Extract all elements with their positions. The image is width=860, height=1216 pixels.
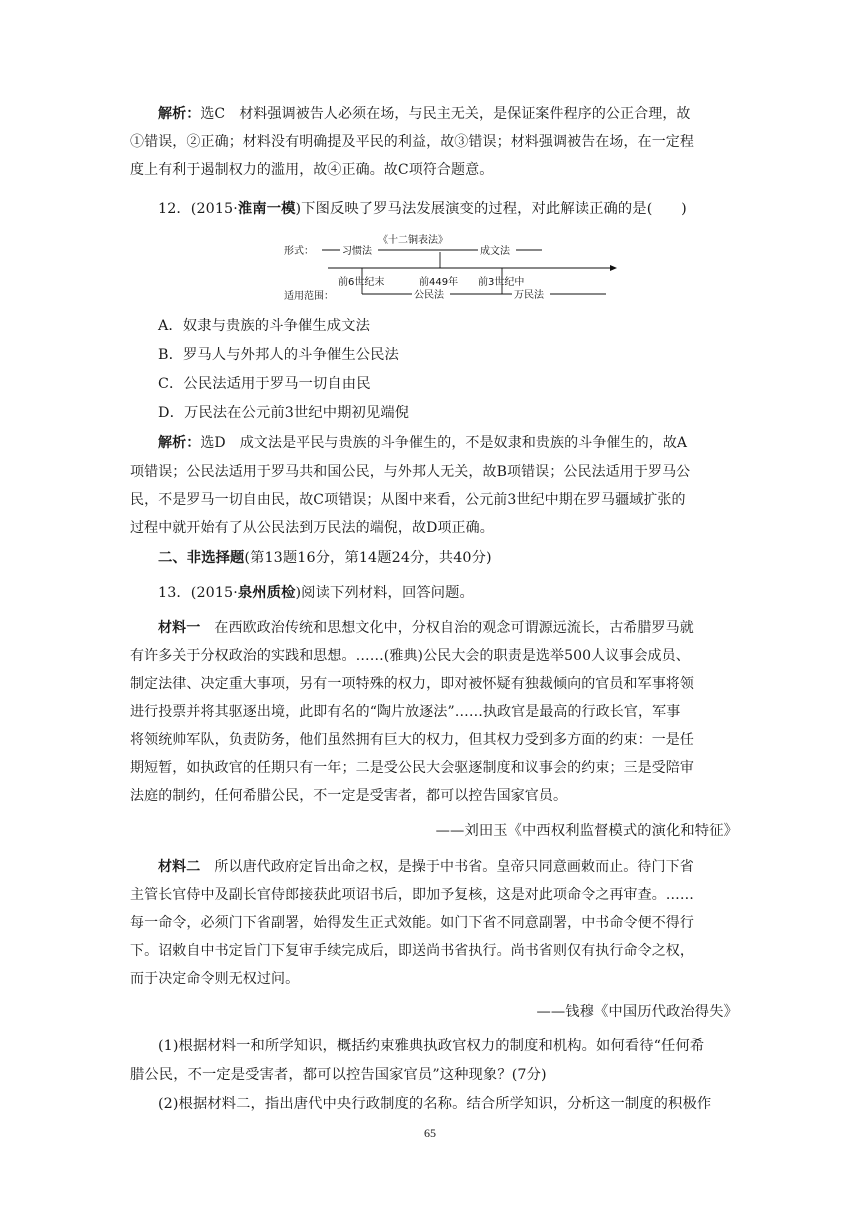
analysis-12-line-4: 过程中就开始有了从公民法到万民法的端倪，故D项正确。 — [130, 520, 494, 536]
figure-title: 《十二铜表法》 — [378, 235, 448, 246]
question-13-stem — [158, 583, 738, 603]
analysis-12-line-3: 民，不是罗马一切自由民，故C项错误；从图中来看，公元前3世纪中期在罗马疆域扩张的 — [130, 492, 686, 508]
page-number: 65 — [424, 1126, 436, 1140]
subquestion-1-line-1: (1)根据材料一和所学知识，概括约束雅典执政官权力的制度和机构。如何看待“任何希 — [158, 1038, 705, 1054]
subquestion-1-line-2: 腊公民，不一定是受害者，都可以控告国家官员”这种现象？(7分) — [130, 1067, 547, 1083]
material-1-line-3: 制定法律、决定重大事项，另有一项特殊的权力，即对被怀疑有独裁倾向的官员和军事将领 — [130, 676, 694, 692]
question-13-text: )阅读下列材料，回答问题。 — [295, 585, 474, 601]
section-2-title: 二、非选择题 — [158, 550, 245, 566]
roman-law-timeline-figure — [280, 230, 620, 305]
figure-form-customary-law: 习惯法 — [342, 246, 372, 257]
figure-time-1: 前6世纪末 — [338, 277, 385, 288]
material-1-line-4: 进行投票并将其驱逐出境，此即有名的“陶片放逐法”……执政官是最高的行政长官，军事 — [130, 704, 681, 720]
figure-time-3: 前3世纪中 — [478, 277, 525, 288]
material-2-line-2: 主管长官侍中及副长官侍郎接获此项诏书后，即加予复核，这是对此项命令之再审查。…… — [130, 887, 694, 903]
figure-scope-label: 适用范围： — [284, 291, 334, 302]
material-2-line-3: 每一命令，必须门下省副署，始得发生正式效能。如门下省不同意副署，中书命令便不得行 — [130, 915, 694, 931]
material-1-line-2: 有许多关于分权政治的实践和思想。……(雅典)公民大会的职责是选举500人议事会成员、 — [130, 648, 690, 664]
question-12-source: 淮南一模 — [237, 201, 296, 217]
analysis-11-head: 解析： — [158, 106, 201, 122]
question-13-prefix: 13．(2015· — [158, 585, 238, 601]
section-2-heading — [158, 548, 738, 568]
material-2-line-4: 下。诏敕自中书定旨门下复审手续完成后，即送尚书省执行。尚书省则仅有执行命令之权， — [130, 943, 694, 959]
option-d: D．万民法在公元前3世纪中期初见端倪 — [158, 405, 410, 421]
option-c: C．公民法适用于罗马一切自由民 — [158, 376, 371, 392]
subquestion-2-line-1: (2)根据材料二，指出唐代中央行政制度的名称。结合所学知识，分析这一制度的积极作 — [158, 1096, 712, 1112]
timeline-arrow-icon — [610, 265, 617, 271]
analysis-12-line-1 — [158, 433, 738, 453]
figure-scope-law-of-nations: 万民法 — [514, 290, 544, 301]
question-12-prefix: 12．(2015· — [158, 201, 238, 217]
figure-form-label: 形式： — [284, 246, 314, 257]
material-2-text: 所以唐代政府定旨出命之权，是操于中书省。皇帝只同意画敕而止。待门下省 — [200, 859, 694, 875]
material-2-line-1 — [158, 857, 738, 877]
analysis-11-line-3: 度上有利于遏制权力的滥用，故④正确。故C项符合题意。 — [130, 162, 494, 178]
material-1-line-6: 期短暂，如执政官的任期只有一年；二是受公民大会驱逐制度和议事会的约束；三是受陪审 — [130, 760, 694, 776]
analysis-12-text: 选D 成文法是平民与贵族的斗争催生的，不是奴隶和贵族的斗争催生的，故A — [200, 435, 688, 451]
option-b: B．罗马人与外邦人的斗争催生公民法 — [158, 347, 399, 363]
figure-scope-citizen-law: 公民法 — [414, 290, 444, 301]
analysis-11-line-1 — [158, 104, 738, 124]
analysis-12-head: 解析： — [158, 435, 201, 451]
figure-form-written-law: 成文法 — [480, 246, 510, 257]
question-12-stem — [158, 199, 738, 219]
material-2-source: ——钱穆《中国历代政治得失》 — [536, 1004, 738, 1020]
analysis-12-line-2: 项错误；公民法适用于罗马共和国公民，与外邦人无关，故B项错误；公民法适用于罗马公 — [130, 464, 691, 480]
section-2-note: (第13题16分，第14题24分，共40分) — [244, 550, 492, 566]
material-2-line-5: 而于决定命令则无权过问。 — [130, 971, 300, 987]
material-1-line-5: 将领统帅军队，负责防务，他们虽然拥有巨大的权力，但其权力受到多方面的约束：一是任 — [130, 732, 694, 748]
option-a: A．奴隶与贵族的斗争催生成文法 — [158, 318, 370, 334]
analysis-11-text: 选C 材料强调被告人必须在场，与民主无关，是保证案件程序的公正合理，故 — [200, 106, 691, 122]
material-1-text: 在西欧政治传统和思想文化中，分权自治的观念可谓源远流长，古希腊罗马就 — [200, 620, 694, 636]
material-2-head: 材料二 — [158, 859, 201, 875]
material-1-source: ——刘田玉《中西权利监督模式的演化和特征》 — [435, 823, 738, 839]
figure-time-2: 前449年 — [419, 277, 459, 288]
question-13-source: 泉州质检 — [237, 585, 296, 601]
analysis-11-line-2: ①错误，②正确；材料没有明确提及平民的利益，故③错误；材料强调被告在场，在一定程 — [130, 134, 694, 150]
material-1-head: 材料一 — [158, 620, 201, 636]
material-1-line-1 — [158, 618, 738, 638]
material-1-line-7: 法庭的制约，任何希腊公民，不一定是受害者，都可以控告国家官员。 — [130, 788, 568, 804]
question-12-text: )下图反映了罗马法发展演变的过程，对此解读正确的是( ) — [295, 201, 687, 217]
